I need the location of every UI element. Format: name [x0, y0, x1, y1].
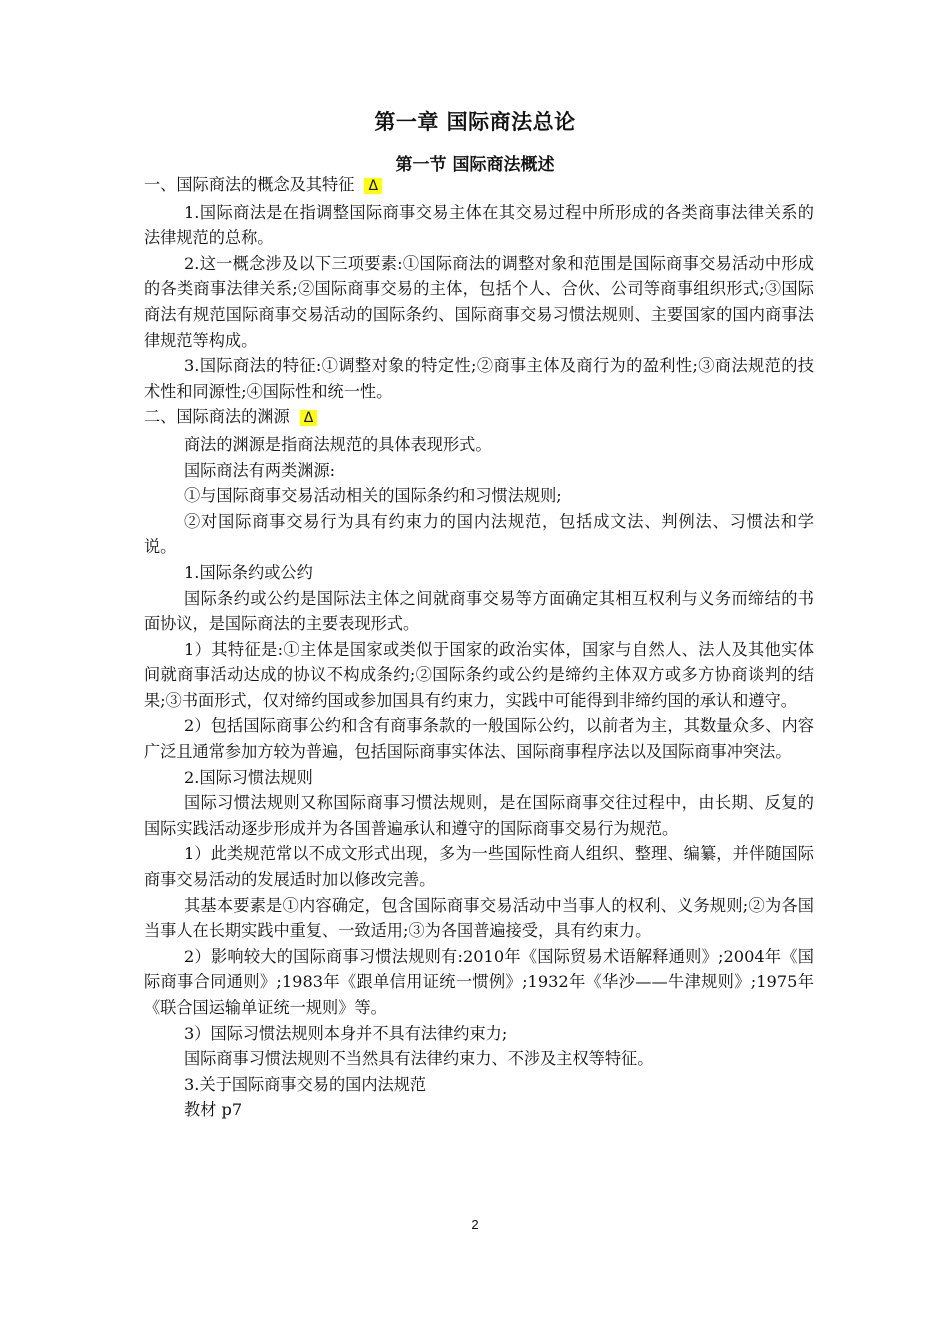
chapter-title: 第一章 国际商法总论	[374, 110, 576, 134]
paragraph: ①与国际商事交易活动相关的国际条约和习惯法规则;	[184, 486, 562, 506]
page-number: 2	[471, 1217, 479, 1232]
paragraph: 2）影响较大的国际商事习惯法规则有:2010年《国际贸易术语解释通则》;2004年《国际商事合同通则》;1983年《跟单信用证统一惯例》;1932年《华沙——牛津规则》;1975年《联合国运输单证统一规则》等。	[144, 946, 814, 1017]
document-body	[144, 172, 814, 1123]
paragraph: 教材 p7	[184, 1100, 243, 1120]
heading-text: 二、国际商法的渊源	[144, 407, 290, 427]
paragraph: ②对国际商事交易行为具有约束力的国内法规范，包括成文法、判例法、习惯法和学说。	[144, 511, 814, 557]
paragraph: 国际条约或公约是国际法主体之间就商事交易等方面确定其相互权利与义务而缔结的书面协议，是国际商法的主要表现形式。	[144, 588, 814, 634]
paragraph: 国际商事习惯法规则不当然具有法律约束力、不涉及主权等特征。	[184, 1049, 654, 1069]
heading-text: 一、国际商法的概念及其特征	[144, 175, 355, 194]
paragraph: 1）其特征是:①主体是国家或类似于国家的政治实体，国家与自然人、法人及其他实体间就商事活动达成的协议不构成条约;②国际条约或公约是缔约主体双方或多方协商谈判的结果;③书面形式，仅对缔约国或参加国具有约束力，实践中可能得到非缔约国的承认和遵守。	[144, 639, 814, 710]
paragraph: 商法的渊源是指商法规范的具体表现形式。	[184, 434, 492, 454]
paragraph: 国际商法有两类渊源:	[184, 460, 336, 480]
subheading: 2.国际习惯法规则	[184, 767, 313, 787]
subheading: 1.国际条约或公约	[184, 562, 313, 582]
paragraph: 其基本要素是①内容确定，包含国际商事交易活动中当事人的权利、义务规则;②为各国当事人在长期实践中重复、一致适用;③为各国普遍接受，具有约束力。	[144, 895, 814, 941]
paragraph: 1.国际商法是在指调整国际商事交易主体在其交易过程中所形成的各类商事法律关系的法律规范的总称。	[144, 202, 814, 248]
paragraph: 国际习惯法规则又称国际商事习惯法规则，是在国际商事交往过程中，由长期、反复的国际实践活动逐步形成并为各国普遍承认和遵守的国际商事交易行为规范。	[144, 793, 814, 838]
section-title: 第一节 国际商法概述	[395, 155, 555, 175]
subheading: 3.关于国际商事交易的国内法规范	[184, 1074, 427, 1094]
heading-concept	[144, 172, 814, 200]
delta-highlight-mark: Δ	[364, 178, 382, 194]
delta-highlight-mark: Δ	[300, 410, 318, 426]
paragraph: 2.这一概念涉及以下三项要素:①国际商法的调整对象和范围是国际商事交易活动中形成的各类商事法律关系;②国际商事交易的主体，包括个人、合伙、公司等商事组织形式;③国际商法有规范国际商事交易活动的国际条约、国际商事交易习惯法规则、主要国家的国内商事法律规范等构成。	[144, 253, 814, 350]
heading-sources	[144, 404, 814, 432]
paragraph: 3）国际习惯法规则本身并不具有法律约束力;	[184, 1023, 508, 1043]
paragraph: 3.国际商法的特征:①调整对象的特定性;②商事主体及商行为的盈利性;③商法规范的技术性和同源性;④国际性和统一性。	[144, 356, 814, 401]
paragraph: 2）包括国际商事公约和含有商事条款的一般国际公约，以前者为主，其数量众多、内容广泛且通常参加方较为普遍，包括国际商事实体法、国际商事程序法以及国际商事冲突法。	[144, 716, 814, 762]
paragraph: 1）此类规范常以不成文形式出现，多为一些国际性商人组织、整理、编纂，并伴随国际商事交易活动的发展适时加以修改完善。	[144, 844, 814, 890]
